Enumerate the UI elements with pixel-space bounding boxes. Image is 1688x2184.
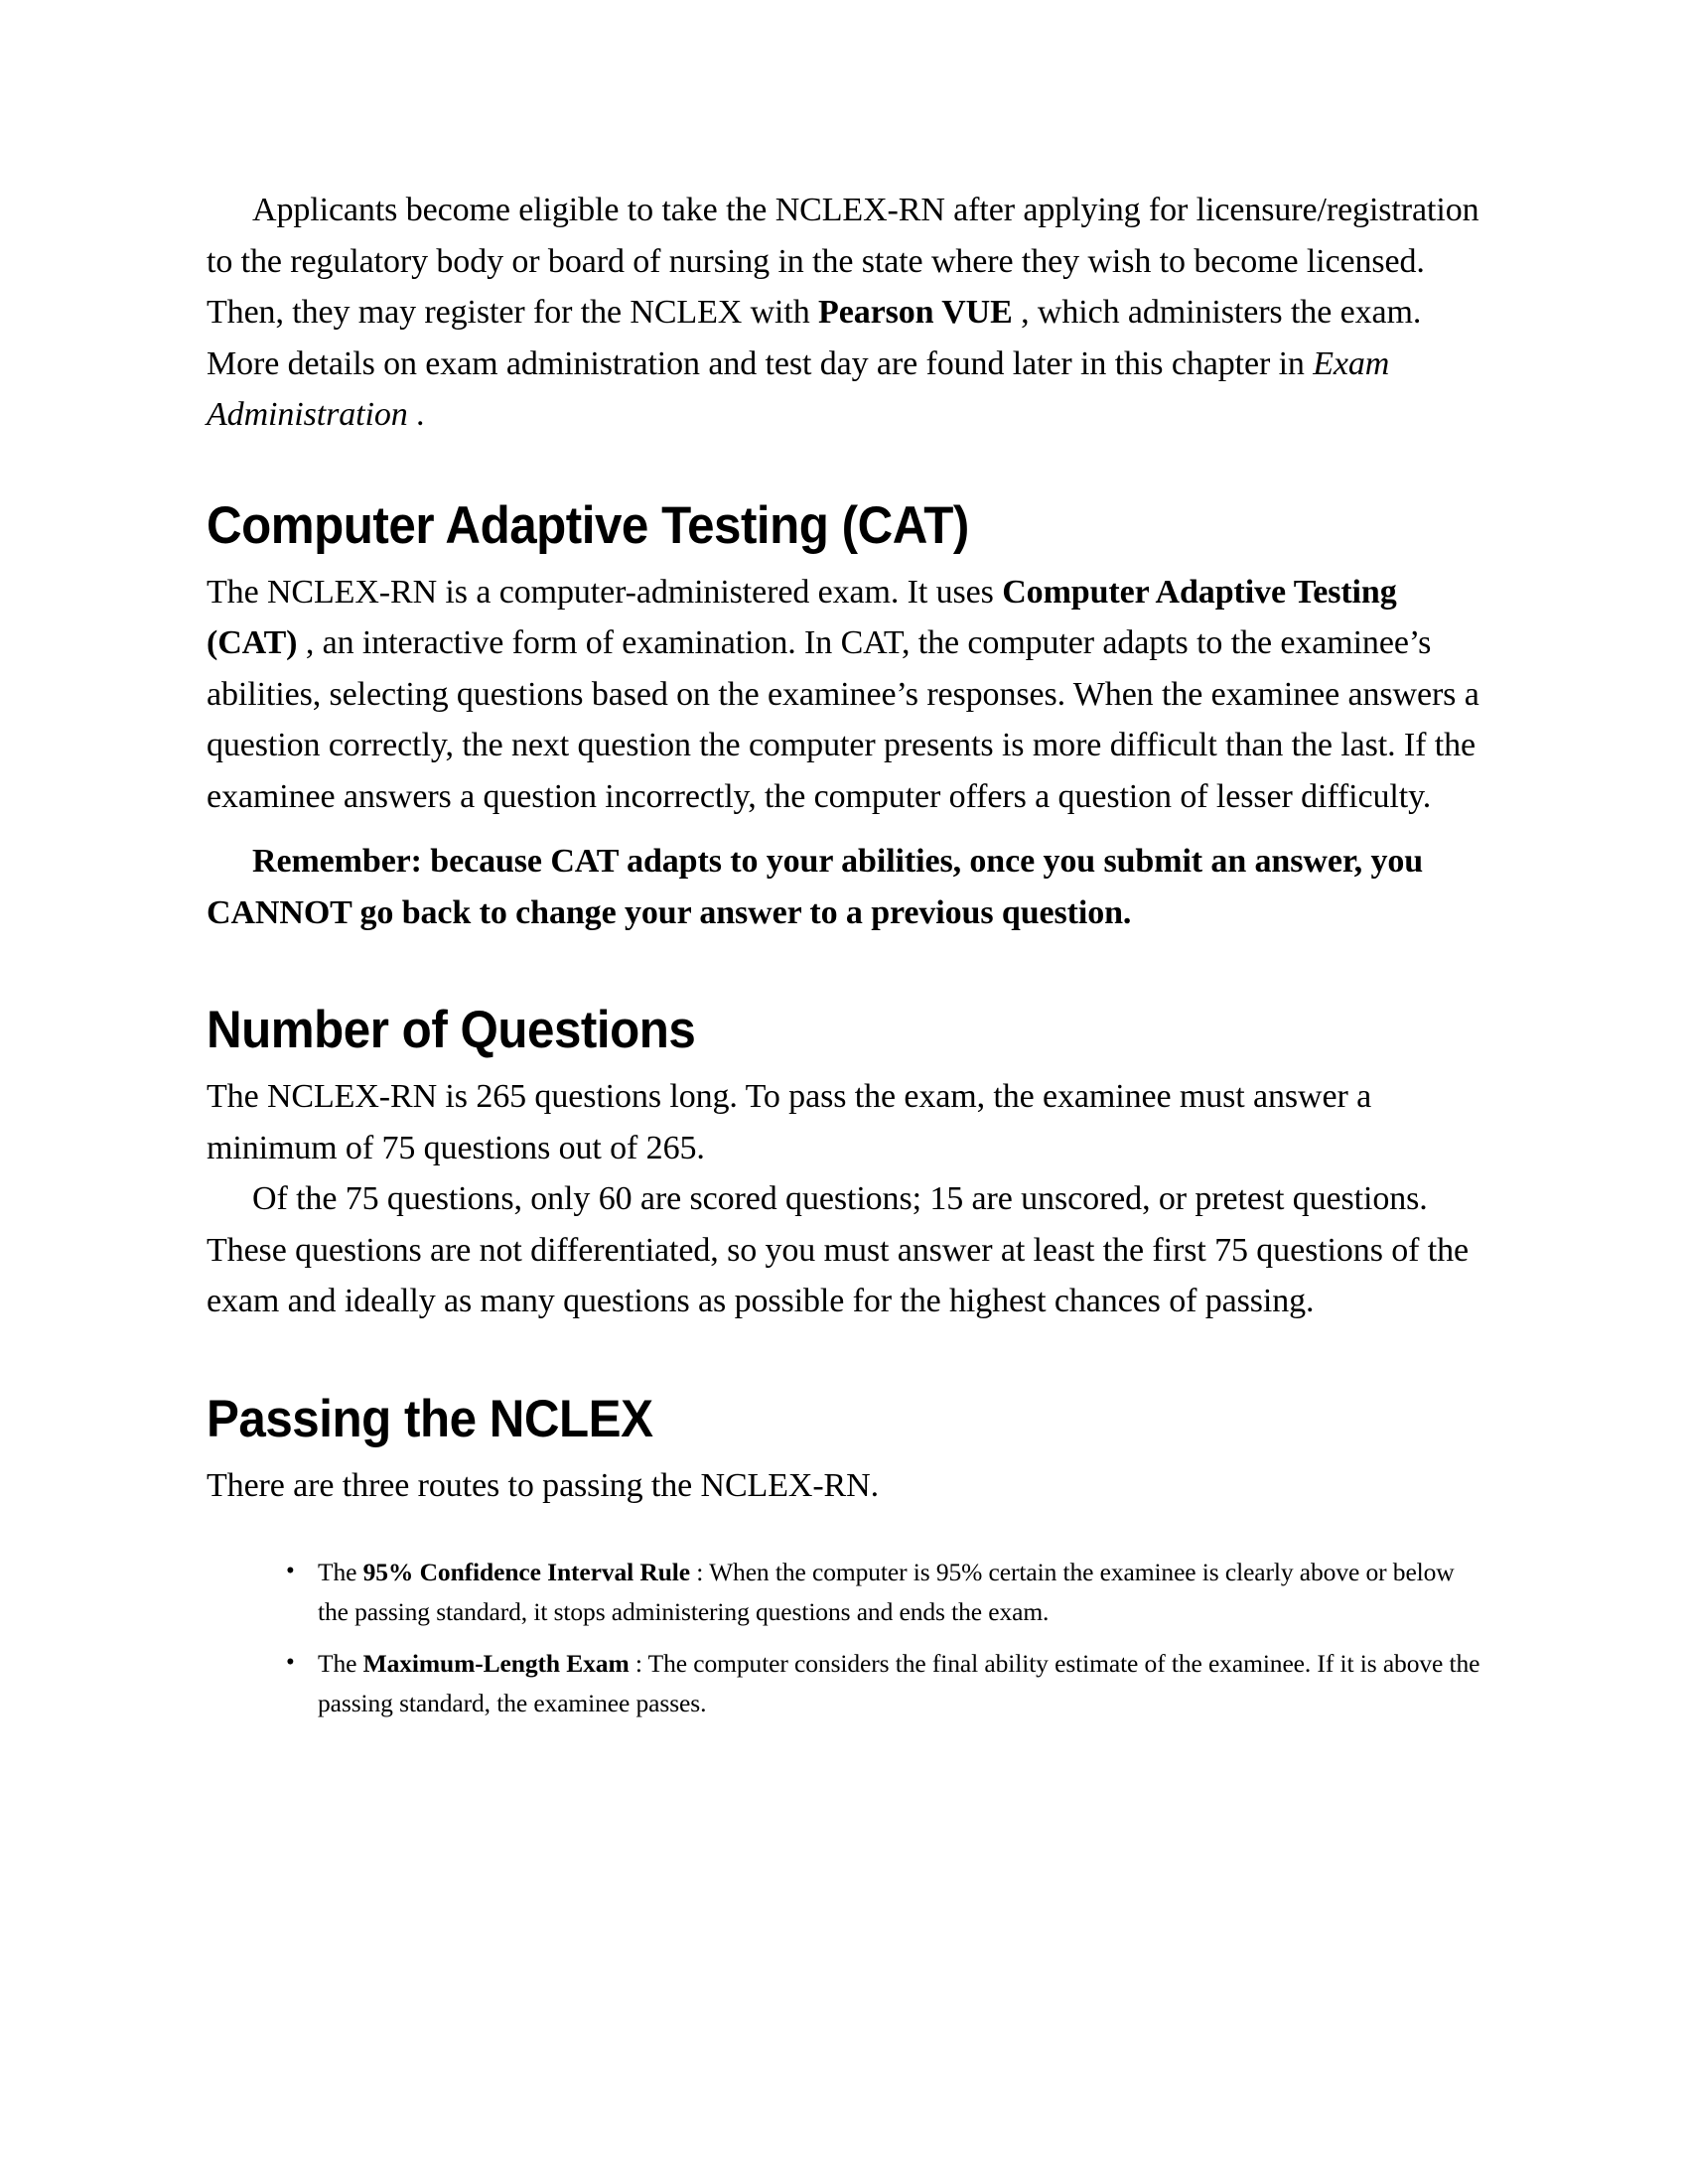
passing-routes-list: [207, 1553, 1481, 1723]
bullet-1-rest: : The computer considers the final ability estimate of the examinee. If it is above the passing standard, the examinee passes.: [318, 1649, 1480, 1717]
paragraph-cat-description: [207, 567, 1481, 823]
spacer: [207, 822, 1481, 836]
paragraph-questions-1: The NCLEX-RN is 265 questions long. To pass the exam, the examinee must answer a minimum of 75 questions out of 265.: [207, 1078, 1372, 1166]
bullet-0-term: 95% Confidence Interval Rule: [362, 1558, 691, 1586]
spacer: [207, 1450, 1481, 1460]
intro-text-part-2: , which administers the exam. More details on exam administration and test day are found later in this chapter in: [207, 294, 1422, 382]
spacer: [207, 938, 1481, 1000]
paragraph-cat-remember-callout: Remember: because CAT adapts to your abilities, once you submit an answer, you CANNOT go back to change your answer to a previous question.: [207, 843, 1424, 931]
spacer: [207, 1061, 1481, 1071]
paragraph-questions-2: Of the 75 questions, only 60 are scored questions; 15 are unscored, or pretest questions. These questions are not differentiated, so you must answer at least the first 75 questions of the exam and ideally as many questions as possible for the highest chances of passing.: [207, 1180, 1469, 1319]
spacer: [207, 557, 1481, 567]
heading-computer-adaptive-testing: Computer Adaptive Testing (CAT): [207, 495, 969, 555]
intro-text-part-3: .: [407, 396, 425, 433]
spacer: [207, 1327, 1481, 1389]
paragraph-intro: [207, 185, 1481, 441]
bullet-1-lead: The: [318, 1649, 363, 1678]
cat-text-part-2: , an interactive form of examination. In CAT, the computer adapts to the examinee’s abilities, selecting questions based on the examinee’s responses. When the examinee answers a question correctly, the next question the computer presents is more difficult than the last. If the examinee answers a question incorrectly, the computer offers a question of lesser difficulty.: [207, 624, 1479, 815]
cat-bold-term: Computer Adaptive Testing (CAT): [207, 573, 1397, 661]
intro-text-part-1: Applicants become eligible to take the NCLEX-RN after applying for licensure/registration to the regulatory body or board of nursing in the state where they wish to become licensed. Then, they may register for the NCLEX with: [207, 192, 1479, 331]
bullet-0-rest: : When the computer is 95% certain the examinee is clearly above or below the passing standard, it stops administering questions and ends the exam.: [318, 1558, 1455, 1626]
intro-bold-pearson-vue: Pearson VUE: [818, 294, 1013, 331]
spacer: [207, 441, 1481, 495]
bullet-1-term: Maximum-Length Exam: [362, 1649, 630, 1678]
list-item: [284, 1644, 1481, 1723]
bullet-0-lead: The: [318, 1558, 363, 1586]
list-item: [284, 1553, 1481, 1632]
paragraph-passing-intro: There are three routes to passing the NCLEX-RN.: [207, 1466, 879, 1504]
spacer: [207, 1511, 1481, 1553]
heading-number-of-questions: Number of Questions: [207, 1001, 696, 1059]
page-content-column: [199, 185, 1489, 1723]
intro-italic-exam-administration: Exam Administration: [207, 344, 1390, 433]
cat-text-part-1: The NCLEX-RN is a computer-administered exam. It uses: [207, 573, 1003, 611]
heading-passing-the-nclex: Passing the NCLEX: [207, 1389, 653, 1448]
